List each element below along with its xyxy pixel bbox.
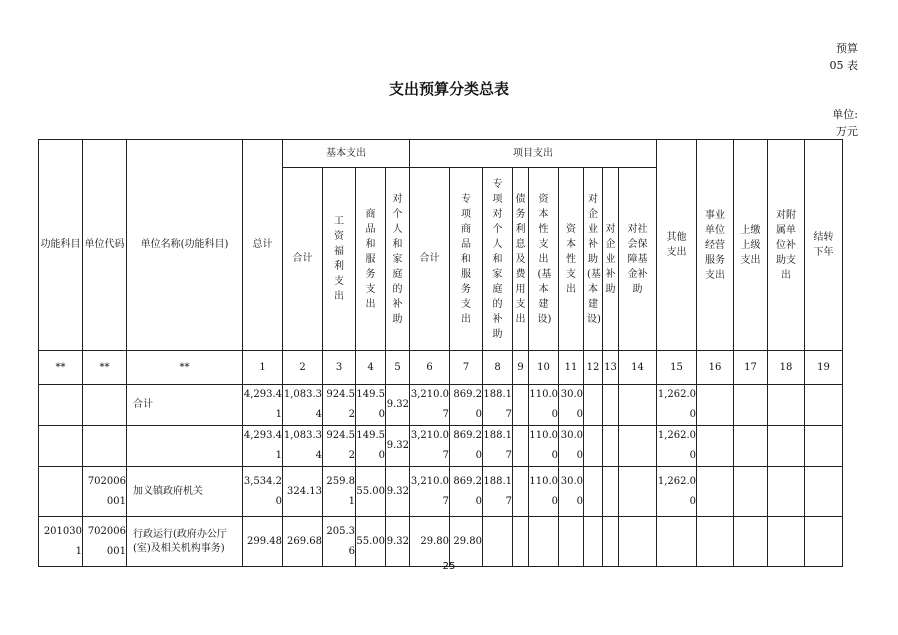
value-cell — [584, 467, 603, 517]
header-proj-goods-text: 专项商品和服务支出 — [461, 193, 471, 325]
value-cell: 110.00 — [529, 426, 559, 467]
index-cell: ** — [83, 351, 127, 385]
value-cell: 205.36 — [323, 517, 356, 567]
value-cell: 149.50 — [356, 385, 386, 426]
value-cell: 924.52 — [323, 385, 356, 426]
index-cell: 5 — [386, 351, 410, 385]
value-cell: 55.00 — [356, 517, 386, 567]
header-upper-text: 上缴上级支出 — [740, 224, 761, 266]
header-enterprise-build-text: 对企业补助(基本建设) — [587, 193, 601, 325]
value-cell: 269.68 — [283, 517, 323, 567]
value-cell: 30.00 — [559, 385, 584, 426]
index-cell: 2 — [283, 351, 323, 385]
value-cell: 324.13 — [283, 467, 323, 517]
value-cell: 924.52 — [323, 426, 356, 467]
value-cell — [734, 467, 768, 517]
index-cell: 18 — [768, 351, 805, 385]
header-capital2 — [559, 168, 584, 351]
index-cell: 10 — [529, 351, 559, 385]
header-capital-text: 资本性支出(基本建设) — [537, 193, 552, 325]
value-cell: 3,210.07 — [410, 467, 450, 517]
value-cell: 259.81 — [323, 467, 356, 517]
value-cell: 30.00 — [559, 467, 584, 517]
value-cell — [768, 517, 805, 567]
header-upper — [734, 140, 768, 351]
index-cell: 3 — [323, 351, 356, 385]
value-cell — [559, 517, 584, 567]
header-affiliate-text: 对附属单位补助支出 — [776, 209, 796, 281]
value-cell: 188.17 — [483, 426, 513, 467]
value-cell: 29.80 — [410, 517, 450, 567]
value-cell — [619, 517, 657, 567]
header-proj-personal — [483, 168, 513, 351]
budget-table — [38, 139, 843, 567]
unit-code-cell: 702006001 — [83, 517, 127, 567]
unit-name-cell: 加义镇政府机关 — [127, 467, 243, 517]
header-business — [697, 140, 734, 351]
value-cell — [584, 385, 603, 426]
value-cell: 1,262.00 — [657, 385, 697, 426]
header-wages — [323, 168, 356, 351]
value-cell — [805, 426, 843, 467]
value-cell — [513, 517, 529, 567]
header-project-group: 项目支出 — [410, 140, 657, 168]
value-cell: 1,083.34 — [283, 426, 323, 467]
value-cell — [805, 517, 843, 567]
value-cell — [619, 467, 657, 517]
value-cell: 3,210.07 — [410, 426, 450, 467]
header-debt — [513, 168, 529, 351]
header-goods — [356, 168, 386, 351]
value-cell — [529, 517, 559, 567]
value-cell — [619, 426, 657, 467]
unit-code-cell — [83, 385, 127, 426]
value-cell: 9.32 — [386, 467, 410, 517]
header-basic-sum: 合计 — [283, 168, 323, 351]
value-cell — [513, 426, 529, 467]
header-social-text: 对社会保障基金补助 — [627, 223, 648, 295]
value-cell: 869.20 — [450, 467, 483, 517]
unit-name-cell: 行政运行(政府办公厅(室)及相关机构事务) — [127, 517, 243, 567]
corner-line1: 预算 — [836, 42, 858, 55]
value-cell — [513, 467, 529, 517]
header-other — [657, 140, 697, 351]
header-carry — [805, 140, 843, 351]
value-cell — [734, 517, 768, 567]
header-goods-text: 商品和服务支出 — [365, 208, 376, 310]
value-cell: 1,262.00 — [657, 426, 697, 467]
header-enterprise-text: 对企业补助 — [605, 223, 616, 295]
value-cell: 110.00 — [529, 385, 559, 426]
value-cell: 9.32 — [386, 426, 410, 467]
header-enterprise-build — [584, 168, 603, 351]
value-cell: 188.17 — [483, 467, 513, 517]
table-row — [39, 517, 843, 567]
page-title: 支出预算分类总表 — [388, 80, 509, 98]
unit-code-cell: 702006001 — [83, 467, 127, 517]
index-cell: 13 — [603, 351, 619, 385]
header-other-text: 其他支出 — [666, 232, 687, 258]
index-cell: 6 — [410, 351, 450, 385]
header-proj-personal-text: 专项对个人和家庭的补助 — [492, 178, 503, 340]
value-cell: 149.50 — [356, 426, 386, 467]
unit-line2: 万元 — [836, 125, 858, 138]
header-social — [619, 168, 657, 351]
value-cell: 9.32 — [386, 517, 410, 567]
value-cell — [603, 426, 619, 467]
value-cell — [513, 385, 529, 426]
unit-line1: 单位: — [832, 108, 858, 121]
header-proj-sum: 合计 — [410, 168, 450, 351]
table-row — [39, 467, 843, 517]
table-row — [39, 385, 843, 426]
index-cell: 19 — [805, 351, 843, 385]
value-cell — [657, 517, 697, 567]
header-carry-text: 结转下年 — [813, 232, 834, 258]
index-cell: 9 — [513, 351, 529, 385]
value-cell: 1,262.00 — [657, 467, 697, 517]
value-cell — [768, 385, 805, 426]
value-cell — [697, 426, 734, 467]
header-personal — [386, 168, 410, 351]
header-unit-name: 单位名称(功能科目) — [127, 140, 243, 351]
value-cell: 299.48 — [243, 517, 283, 567]
value-cell: 4,293.41 — [243, 385, 283, 426]
value-cell: 188.17 — [483, 385, 513, 426]
index-cell: ** — [127, 351, 243, 385]
index-cell: 4 — [356, 351, 386, 385]
value-cell: 869.20 — [450, 385, 483, 426]
header-wages-text: 工资福利支出 — [334, 216, 344, 302]
corner-line2: 05 表 — [829, 59, 858, 72]
index-cell: 15 — [657, 351, 697, 385]
value-cell — [768, 467, 805, 517]
value-cell — [603, 517, 619, 567]
func-code-cell — [39, 385, 83, 426]
value-cell: 30.00 — [559, 426, 584, 467]
page-number: 25 — [442, 561, 456, 572]
index-cell: 7 — [450, 351, 483, 385]
header-capital2-text: 资本性支出 — [566, 223, 576, 295]
value-cell — [603, 385, 619, 426]
header-proj-goods — [450, 168, 483, 351]
unit-name-cell — [127, 426, 243, 467]
header-enterprise — [603, 168, 619, 351]
value-cell — [697, 385, 734, 426]
func-code-cell — [39, 426, 83, 467]
header-affiliate — [768, 140, 805, 351]
unit-name-cell: 合计 — [127, 385, 243, 426]
value-cell — [697, 517, 734, 567]
header-business-text: 事业单位经营服务支出 — [705, 209, 725, 281]
value-cell: 55.00 — [356, 467, 386, 517]
header-total: 总计 — [243, 140, 283, 351]
index-cell: 12 — [584, 351, 603, 385]
unit-code-cell — [83, 426, 127, 467]
func-code-cell — [39, 467, 83, 517]
header-basic-group: 基本支出 — [283, 140, 410, 168]
value-cell — [584, 517, 603, 567]
table-number — [830, 40, 859, 74]
value-cell: 3,210.07 — [410, 385, 450, 426]
value-cell: 110.00 — [529, 467, 559, 517]
value-cell: 3,534.20 — [243, 467, 283, 517]
header-func-code: 功能科目 — [39, 140, 83, 351]
func-code-cell: 2010301 — [39, 517, 83, 567]
index-cell: 8 — [483, 351, 513, 385]
index-row — [39, 351, 843, 385]
value-cell — [805, 385, 843, 426]
index-cell: 14 — [619, 351, 657, 385]
value-cell — [483, 517, 513, 567]
value-cell — [603, 467, 619, 517]
index-cell: 17 — [734, 351, 768, 385]
value-cell: 4,293.41 — [243, 426, 283, 467]
value-cell — [584, 426, 603, 467]
header-capital — [529, 168, 559, 351]
value-cell — [805, 467, 843, 517]
value-cell: 1,083.34 — [283, 385, 323, 426]
value-cell: 869.20 — [450, 426, 483, 467]
value-cell — [697, 467, 734, 517]
value-cell — [734, 426, 768, 467]
unit-label — [832, 106, 858, 140]
value-cell: 29.80 — [450, 517, 483, 567]
value-cell — [734, 385, 768, 426]
index-cell: ** — [39, 351, 83, 385]
value-cell: 9.32 — [386, 385, 410, 426]
index-cell: 1 — [243, 351, 283, 385]
table-row — [39, 426, 843, 467]
index-cell: 16 — [697, 351, 734, 385]
value-cell — [768, 426, 805, 467]
header-unit-code: 单位代码 — [83, 140, 127, 351]
header-personal-text: 对个人和家庭的补助 — [392, 193, 403, 325]
header-debt-text: 债务利息及费用支出 — [515, 193, 526, 325]
value-cell — [619, 385, 657, 426]
index-cell: 11 — [559, 351, 584, 385]
